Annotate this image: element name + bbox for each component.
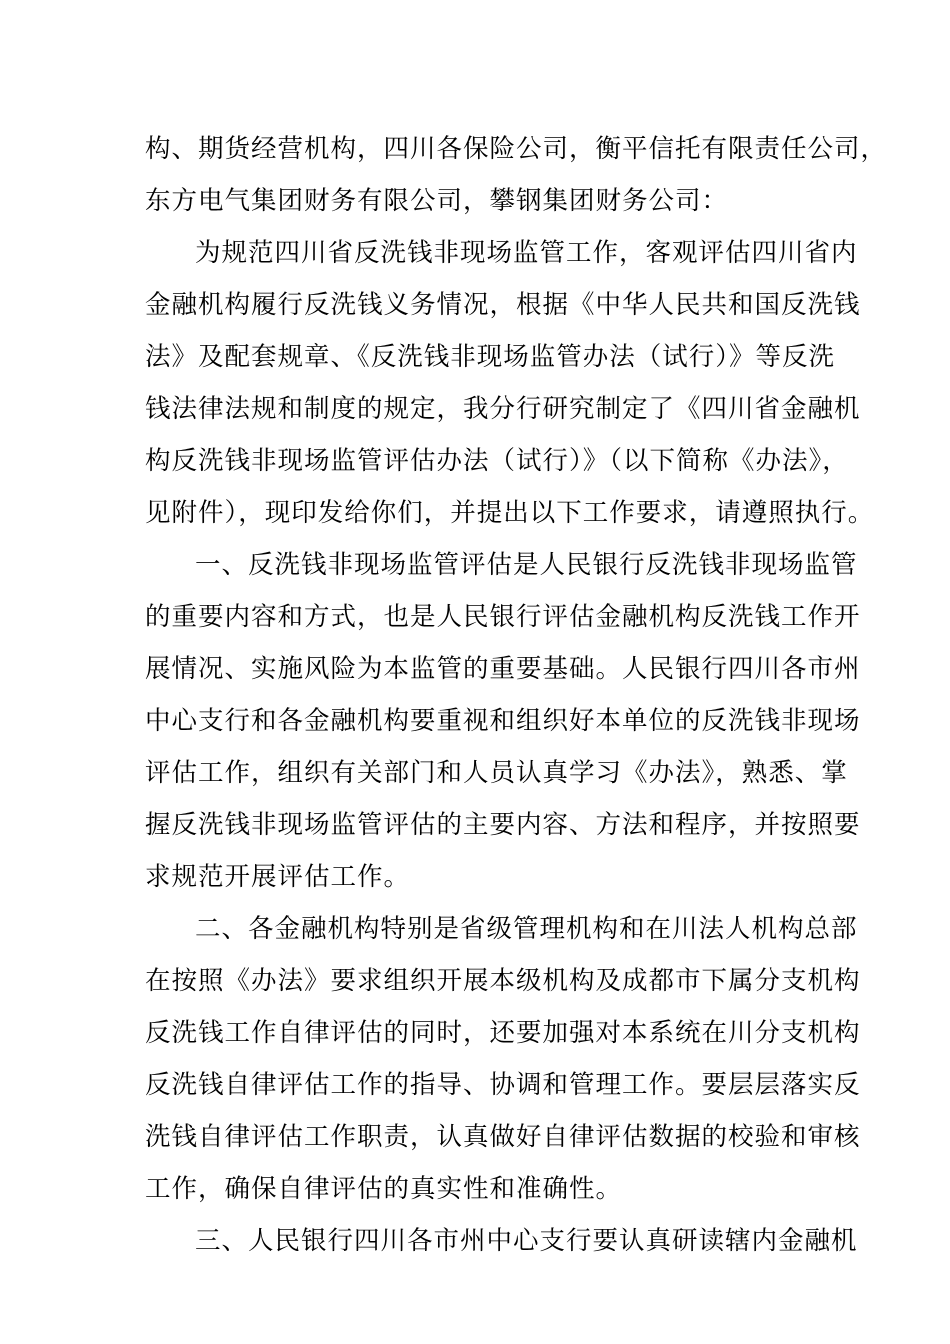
text-line-7: 构反洗钱非现场监管评估办法（试行）》（以下简称《办法》， (145, 446, 849, 476)
text-line-6: 钱法律法规和制度的规定，我分行研究制定了《四川省金融机 (145, 394, 861, 424)
text-line-14: 握反洗钱非现场监管评估的主要内容、方法和程序，并按照要 (145, 810, 861, 840)
paragraph-two-line-1: 二、各金融机构特别是省级管理机构和在川法人机构总部 (195, 914, 858, 944)
text-line-15: 求规范开展评估工作。 (145, 862, 411, 892)
text-line-11: 展情况、实施风险为本监管的重要基础。人民银行四川各市州 (145, 654, 861, 684)
text-line-20: 洗钱自律评估工作职责，认真做好自律评估数据的校验和审核 (145, 1122, 861, 1152)
text-line-4: 金融机构履行反洗钱义务情况，根据《中华人民共和国反洗钱 (145, 290, 861, 320)
text-line-1: 构、期货经营机构，四川各保险公司，衡平信托有限责任公司， (145, 134, 888, 164)
text-line-8: 见附件），现印发给你们，并提出以下工作要求，请遵照执行。 (145, 498, 875, 528)
text-line-17: 在按照《办法》要求组织开展本级机构及成都市下属分支机构 (145, 966, 861, 996)
paragraph-three-line-1: 三、人民银行四川各市州中心支行要认真研读辖内金融机 (195, 1226, 858, 1256)
paragraph-intro-line-1: 为规范四川省反洗钱非现场监管工作，客观评估四川省内 (195, 238, 858, 268)
text-line-19: 反洗钱自律评估工作的指导、协调和管理工作。要层层落实反 (145, 1070, 861, 1100)
text-line-18: 反洗钱工作自律评估的同时，还要加强对本系统在川分支机构 (145, 1018, 861, 1048)
text-line-5: 法》及配套规章、《反洗钱非现场监管办法（试行）》等反洗 (145, 342, 836, 372)
text-line-12: 中心支行和各金融机构要重视和组织好本单位的反洗钱非现场 (145, 706, 861, 736)
text-line-13: 评估工作，组织有关部门和人员认真学习《办法》，熟悉、掌 (145, 758, 848, 788)
text-line-10: 的重要内容和方式，也是人民银行评估金融机构反洗钱工作开 (145, 602, 861, 632)
paragraph-one-line-1: 一、反洗钱非现场监管评估是人民银行反洗钱非现场监管 (195, 550, 858, 580)
text-line-21: 工作，确保自律评估的真实性和准确性。 (145, 1174, 623, 1204)
text-line-2: 东方电气集团财务有限公司，攀钢集团财务公司： (145, 186, 729, 216)
